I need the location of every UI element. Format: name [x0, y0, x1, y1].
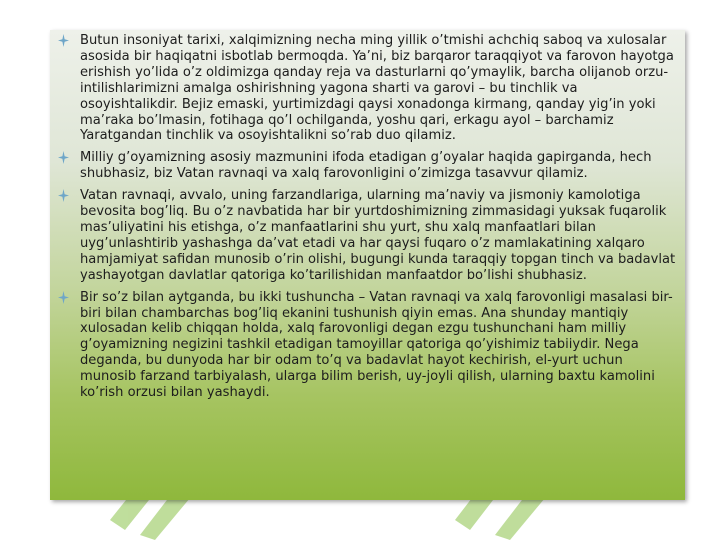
paragraph-1 — [58, 33, 678, 144]
paragraph-4 — [58, 290, 678, 401]
paragraph-2 — [58, 150, 678, 182]
star-bullet-icon — [58, 189, 69, 202]
paragraph-3 — [58, 188, 678, 283]
star-bullet-icon — [58, 151, 69, 164]
paragraph-text: Vatan ravnaqi, avvalo, uning farzandlariga, ularning ma’naviy va jismoniy kamolotiga bevosita bog’liq. Bu o’z navbatida har bir yurtdoshimizning zimmasidagi yuksak fuqarolik mas’uliyatini his etishga, o’z manfaatlarini shu yurt, shu xalq manfaatlari bilan uyg’unlashtirib yashashga da’vat etadi va har qaysi fuqaro o’z mamlakatining xalqaro hamjamiyat safidan munosib o’rin olishi, bugungi kunda taraqqiy topgan tinch va badavlat yashayotgan davlatlar qatoriga ko’tarilishidan manfaatdor bo’lishi shubhasiz. — [80, 188, 676, 283]
star-bullet-icon — [58, 34, 69, 47]
paragraph-text: Butun insoniyat tarixi, xalqimizning necha ming yillik o’tmishi achchiq saboq va xulosalar asosida bir haqiqatni isbotlab bermoqda. Ya’ni, biz barqaror taraqqiyot va farovon hayotga erishish yo’lida o’z oldimizga qanday reja va dasturlarni qo’ymaylik, barcha olijanob orzu-intilishlarimizni amalga oshirishning yagona sharti va garovi – bu tinchlik va osoyishtalikdir. Bejiz emaski, yurtimizdagi qaysi xonadonga kirmang, qanday yig’in yoki ma’raka bo’lmasin, fotihaga qo’l ochilganda, yoshu qari, erkagu ayol – barchamiz Yaratgandan tinchlik va osoyishtalikni so’rab duo qilamiz. — [80, 33, 674, 144]
slide-content — [58, 33, 678, 407]
paragraph-text: Milliy g’oyamizning asosiy mazmunini ifoda etadigan g’oyalar haqida gapirganda, hech shubhasiz, biz Vatan ravnaqi va xalq farovonligini o’zimizga tasavvur qilamiz. — [80, 150, 652, 182]
paragraph-text: Bir so’z bilan aytganda, bu ikki tushuncha – Vatan ravnaqi va xalq farovonligi masalasi bir-biri bilan chambarchas bog’liq ekanini tushunish qiyin emas. Ana shunday mantiqiy xulosadan kelib chiqqan holda, xalq farovonligi degan ezgu tushunchani ham milliy g’oyamizning negizini tashkil etadigan tamoyillar qatoriga qo’yishimiz tabiiydir. Nega deganda, bu dunyoda har bir odam to’q va badavlat hayot kechirish, el-yurt uchun munosib farzand tarbiyalash, ularga bilim berish, uy-joyli qilish, ularning baxtu kamolini ko’rish orzusi bilan yashaydi. — [80, 289, 673, 401]
star-bullet-icon — [58, 291, 69, 304]
